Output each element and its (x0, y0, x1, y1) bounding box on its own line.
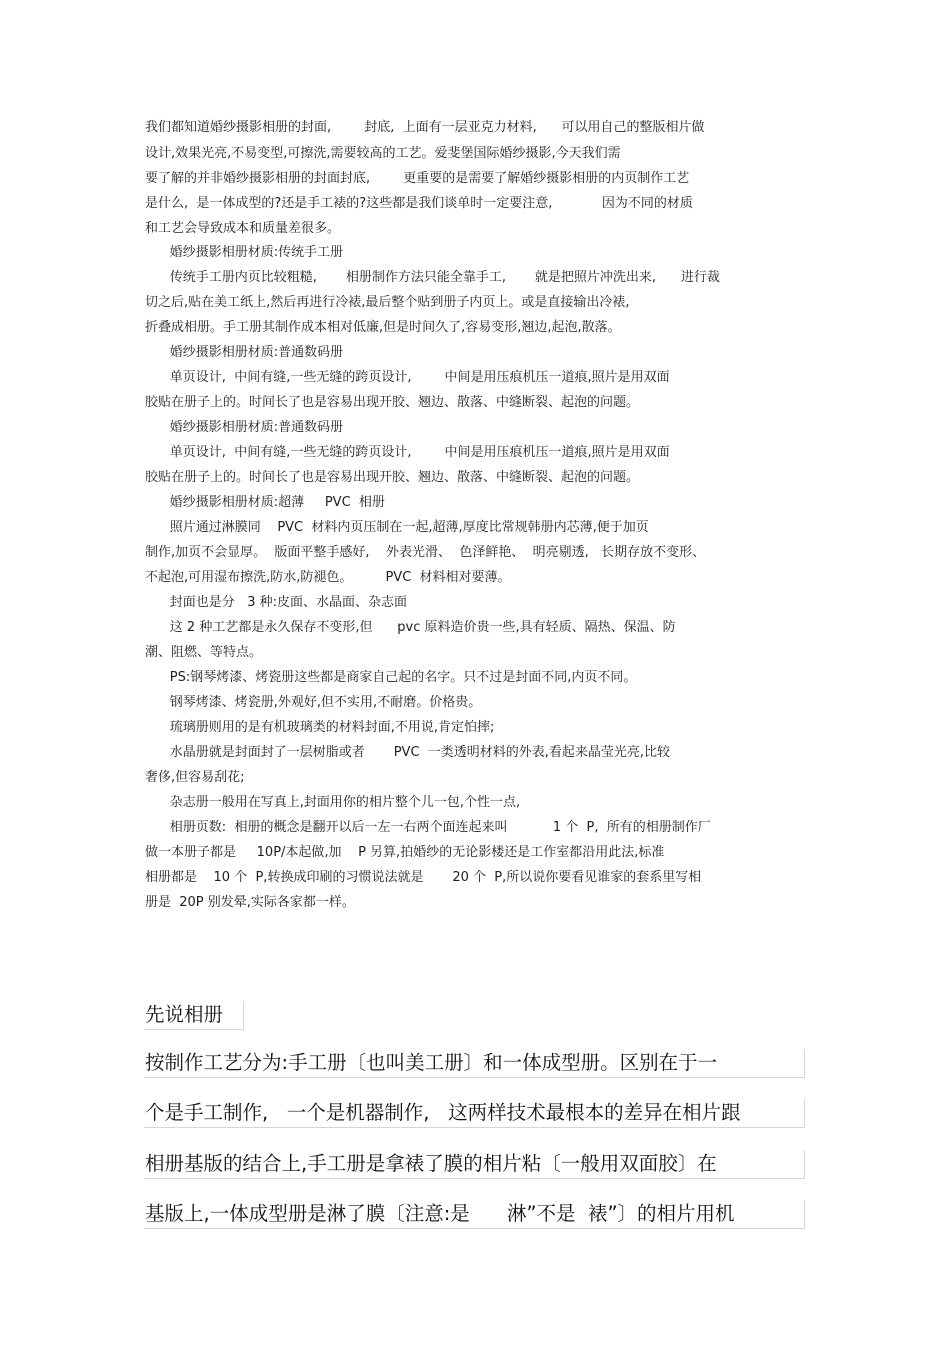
text-line: 和工艺会导致成本和质量差很多。 (145, 221, 341, 236)
text-line: 册是 20P 别发晕,实际各家都一样。 (145, 895, 355, 910)
text-line: 不起泡,可用湿布擦洗,防水,防褪色。 PVC 材料相对要薄。 (145, 570, 511, 585)
text-line: 杂志册一般用在写真上,封面用你的相片整个儿一包,个性一点, (145, 795, 521, 810)
text-line: PS:钢琴烤漆、烤瓷册这些都是商家自己起的名字。只不过是封面不同,内页不同。 (145, 670, 637, 685)
section-heading: 婚纱摄影相册材质:普通数码册 (145, 420, 344, 435)
text-line: 单页设计, 中间有缝,一些无缝的跨页设计, 中间是用压痕机压一道痕,照片是用双面 (145, 445, 670, 460)
text-line: 设计,效果光亮,不易变型,可擦洗,需要较高的工艺。爱斐堡国际婚纱摄影,今天我们需 (145, 146, 621, 161)
text-line: 折叠成相册。手工册其制作成本相对低廉,但是时间久了,容易变形,翘边,起泡,散落。 (145, 320, 621, 335)
text-line: 胶贴在册子上的。时间长了也是容易出现开胶、翘边、散落、中缝断裂、起泡的问题。 (145, 395, 640, 410)
text-line: 单页设计, 中间有缝,一些无缝的跨页设计, 中间是用压痕机压一道痕,照片是用双面 (145, 370, 670, 385)
text-line: 做一本册子都是 10P/本起做,加 P 另算,拍婚纱的无论影楼还是工作室都沿用此法,标准 (145, 845, 665, 860)
text-line: 奢侈,但容易刮花; (145, 770, 245, 785)
text-line: 我们都知道婚纱摄影相册的封面, 封底, 上面有一层亚克力材料, 可以用自己的整版相片做 (145, 120, 705, 135)
section-title: 先说相册 (144, 1001, 244, 1030)
text-line: 相册页数: 相册的概念是翻开以后一左一右两个面连起来叫 1 个 P, 所有的相册制作厂 (145, 820, 711, 835)
text-line: 相册都是 10 个 P,转换成印刷的习惯说法就是 20 个 P,所以说你要看见谁家的套系里写相 (145, 870, 702, 885)
text-line: 制作,加页不会显厚。 版面平整手感好, 外表光滑、 色泽鲜艳、 明亮剔透, 长期存放不变形、 (145, 545, 706, 560)
text-line: 水晶册就是封面封了一层树脂或者 PVC 一类透明材料的外表,看起来晶莹光亮,比较 (145, 745, 671, 760)
text-line: 传统手工册内页比较粗糙, 相册制作方法只能全靠手工, 就是把照片冲洗出来, 进行裁 (145, 270, 720, 285)
section-heading: 婚纱摄影相册材质:超薄 PVC 相册 (145, 495, 385, 510)
large-text-line: 按制作工艺分为:手工册〔也叫美工册〕和一体成型册。区别在于一 (144, 1049, 805, 1078)
text-line: 这 2 种工艺都是永久保存不变形,但 pvc 原料造价贵一些,具有轻质、隔热、保温、防 (145, 620, 676, 635)
large-text-line: 相册基版的结合上,手工册是拿裱了膜的相片粘〔一般用双面胶〕在 (144, 1150, 805, 1179)
text-line: 钢琴烤漆、烤瓷册,外观好,但不实用,不耐磨。价格贵。 (145, 695, 482, 710)
text-line: 潮、阻燃、等特点。 (145, 645, 263, 660)
large-text-line: 基版上,一体成型册是淋了膜〔注意:是 淋”不是 裱”〕的相片用机 (144, 1200, 805, 1229)
large-text-line: 个是手工制作, 一个是机器制作, 这两样技术最根本的差异在相片跟 (144, 1099, 805, 1128)
text-line: 要了解的并非婚纱摄影相册的封面封底, 更重要的是需要了解婚纱摄影相册的内页制作工艺 (145, 171, 690, 186)
text-line: 是什么, 是一体成型的?还是手工裱的?这些都是我们谈单时一定要注意, 因为不同的材质 (145, 196, 693, 211)
text-line: 胶贴在册子上的。时间长了也是容易出现开胶、翘边、散落、中缝断裂、起泡的问题。 (145, 470, 640, 485)
section-heading: 婚纱摄影相册材质:传统手工册 (145, 245, 344, 260)
text-line: 切之后,贴在美工纸上,然后再进行冷裱,最后整个贴到册子内页上。或是直接输出冷裱, (145, 295, 630, 310)
text-line: 琉璃册则用的是有机玻璃类的材料封面,不用说,肯定怕摔; (145, 720, 495, 735)
section-heading: 婚纱摄影相册材质:普通数码册 (145, 345, 344, 360)
text-line: 封面也是分 3 种:皮面、水晶面、杂志面 (145, 595, 407, 610)
text-line: 照片通过淋膜同 PVC 材料内页压制在一起,超薄,厚度比常规韩册内芯薄,便于加页 (145, 520, 649, 535)
